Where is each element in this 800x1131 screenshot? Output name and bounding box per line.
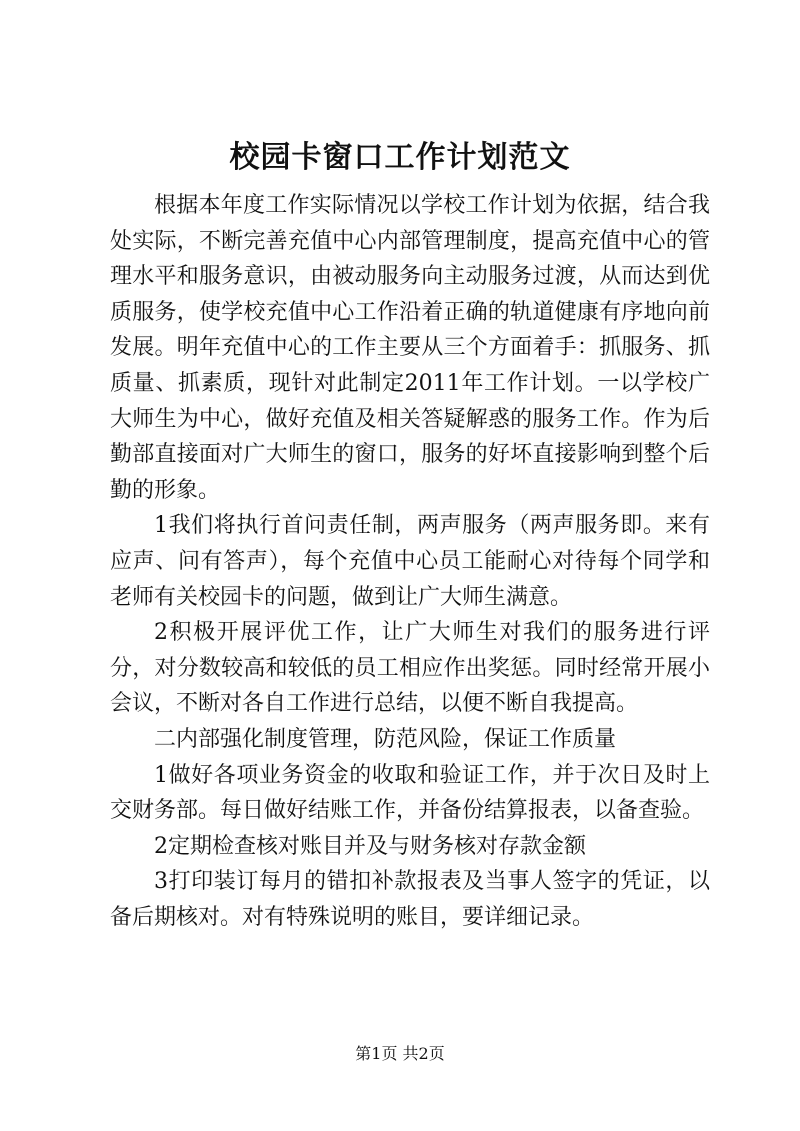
- paragraph: 2定期检查核对账目并及与财务核对存款金额: [154, 833, 586, 859]
- paragraph: 1我们将执行首问责任制，两声服务（两声服务即。来有应声、问有答声），每个充值中心员工能耐心对待每个同学和老师有关校园卡的问题，做到让广大师生满意。: [110, 513, 710, 610]
- page-footer: 第1页 共2页: [355, 1044, 445, 1063]
- paragraph: 2积极开展评优工作，让广大师生对我们的服务进行评分，对分数较高和较低的员工相应作出奖惩。同时经常开展小会议，不断对各自工作进行总结，以便不断自我提高。: [110, 620, 710, 717]
- document-title: 校园卡窗口工作计划范文: [229, 140, 571, 175]
- paragraph: 根据本年度工作实际情况以学校工作计划为依据，结合我处实际，不断完善充值中心内部管理制度，提高充值中心的管理水平和服务意识，由被动服务向主动服务过渡，从而达到优质服务，使学校充值中心工作沿着正确的轨道健康有序地向前发展。明年充值中心的工作主要从三个方面着手：抓服务、抓质量、抓素质，现针对此制定2011年工作计划。一以学校广大师生为中心，做好充值及相关答疑解惑的服务工作。作为后勤部直接面对广大师生的窗口，服务的好坏直接影响到整个后勤的形象。: [110, 193, 710, 503]
- document-body: [110, 188, 710, 935]
- paragraph: 1做好各项业务资金的收取和验证工作，并于次日及时上交财务部。每日做好结账工作，并备份结算报表，以备查验。: [110, 762, 710, 824]
- paragraph: 二内部强化制度管理，防范风险，保证工作质量: [154, 726, 617, 752]
- paragraph: 3打印装订每月的错扣补款报表及当事人签字的凭证，以备后期核对。对有特殊说明的账目，要详细记录。: [110, 869, 710, 930]
